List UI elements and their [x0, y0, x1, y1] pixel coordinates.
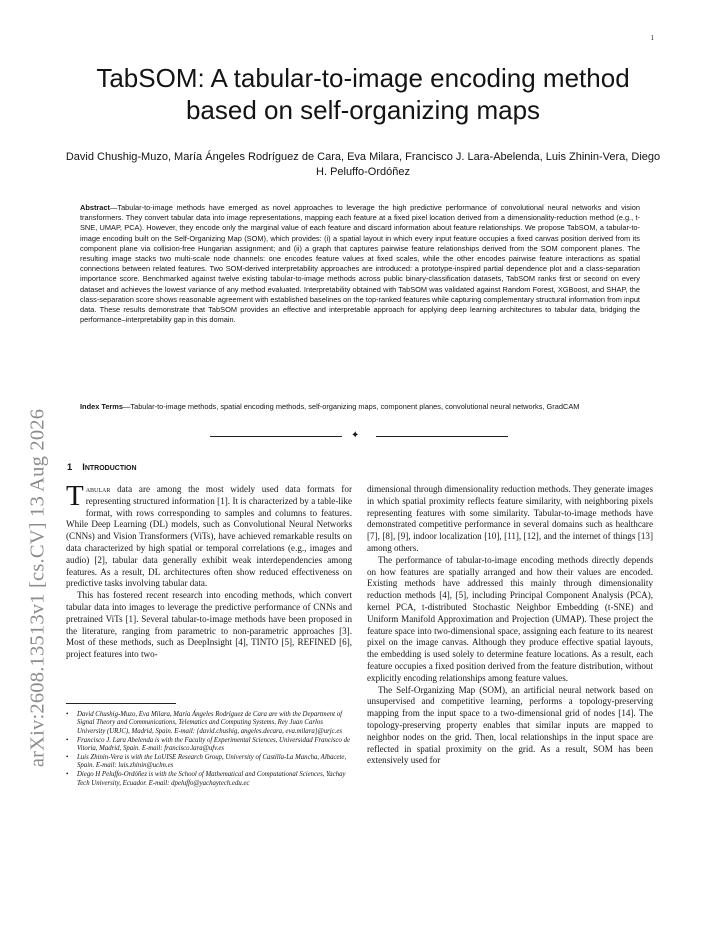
- footnote-item: • Luis Zhinin-Vera is with the LoUISE Research Group, University of Castilla-La Mancha, Albacete, Spain. E-mail: luis.zhinin@uclm.es: [66, 754, 352, 771]
- page-number: 1: [650, 34, 654, 42]
- index-terms-text: —Tabular-to-image methods, spatial encoding methods, self-organizing maps, component planes, convolutional neural networks, GradCAM: [123, 402, 580, 411]
- index-terms-label: Index Terms: [80, 402, 123, 411]
- intro-paragraph-1: [66, 480, 352, 590]
- section-heading: [67, 461, 137, 472]
- footnote-item: • David Chushig-Muzo, Eva Milara, María Ángeles Rodríguez de Cara are with the Department of Signal Theory and Communications, Telematics and Computing Systems, Rey Juan Carlos University (URJC), Madrid, Spain. E-mail: {david.chushig, angeles.decara, eva.milara}@urjc.es: [66, 711, 352, 736]
- footnote-rule: [66, 703, 176, 704]
- abstract: [80, 203, 640, 325]
- right-column: [367, 484, 653, 767]
- author-list: David Chushig-Muzo, María Ángeles Rodríguez de Cara, Eva Milara, Francisco J. Lara-Abelenda, Luis Zhinin-Vera, Diego H. Peluffo-Ordóñez: [65, 151, 661, 178]
- intro-paragraph-3: dimensional through dimensionality reduction methods. They generate images in which spatial proximity reflects feature similarity, with neighboring pixels representing features with some similarity. Tabular-to-image methods have demonstrated competitive performance in several domains such as healthcare [7], [8], [9], indoor localization [10], [11], [12], and the internet of things [13] among others.: [367, 484, 653, 553]
- footnote-item: • Francisco J. Lara Abelenda is with the Faculty of Experimental Sciences, Universidad Francisco de Vitoria, Madrid, Spain. E-mail: francisco.lara@ufv.es: [66, 737, 352, 754]
- footnote-item: • Diego H Peluffo-Ordóñez is with the School of Mathematical and Computational Sciences, Yachay Tech University, Ecuador. E-mail: dpeluffo@yachaytech.edu.ec: [66, 771, 352, 788]
- section-number: 1: [67, 461, 73, 472]
- footnotes: [66, 711, 352, 789]
- section-title: Introduction: [82, 461, 137, 472]
- intro-paragraph-2: This has fostered recent research into encoding methods, which convert tabular data into images to leverage the predictive performance of CNNs and pretrained ViTs [1]. Several tabular-to-image methods have been proposed in the literature, ranging from parametric to non-parametric approaches [3]. Most of these methods, such as DeepInsight [4], TINTO [5], REFINED [6], project features into two-: [66, 590, 352, 660]
- section-divider: [210, 430, 508, 441]
- abstract-label: Abstract: [80, 203, 110, 212]
- divider-star-icon: ✦: [351, 430, 360, 441]
- paper-title: TabSOM: A tabular-to-image encoding method based on self-organizing maps: [96, 63, 630, 125]
- divider-line-right: [376, 436, 508, 437]
- divider-line-left: [210, 436, 342, 437]
- drop-cap: T: [66, 480, 84, 512]
- index-terms: [80, 402, 640, 412]
- arxiv-identifier-stamp[interactable]: arXiv:2608.13513v1 [cs.CV] 13 Aug 2026: [26, 408, 49, 768]
- abstract-text: —Tabular-to-image methods have emerged as novel approaches to leverage the high predictive performance of convolutional neural networks and vision transformers. They convert tabular data into image representations, mapping each feature at a fixed pixel location derived from a dimensionality-reduction method (e.g., t-SNE, UMAP, PCA). However, they encode only the marginal value of each feature and discard information about feature relationships. We propose TabSOM, a tabular-to-image encoding built on the Self-Organizing Map (SOM), which provides: (i) a spatial layout in which every input feature occupies a fixed canvas position derived from its component plane via collision-free Hungarian assignment; and (ii) a graph that captures pairwise feature relationships derived from the SOM component planes. The resulting image stacks two multi-scale node channels: one encodes feature values at fixed scales, while the other encodes pairwise feature interactions as spatial connections between related features. Two SOM-derived interpretability approaches are introduced: a prototype-inspired partial dependence plot and a class-separation importance score. Benchmarked against twelve existing tabular-to-image methods across public binary-classification datasets, TabSOM ranks first or second on every dataset and achieves the lowest variance of any method evaluated. Interpretability obtained with TabSOM was validated against Random Forest, XGBoost, and SHAP, the class-separation score shows reasonable agreement with established baselines on the top-ranked features while capturing complementary structural information from input data. These results demonstrate that TabSOM provides an effective and interpretable approach for applying deep learning architectures to tabular data, bridging the performance–interpretability gap in this domain.: [80, 203, 640, 325]
- first-word: abular: [85, 484, 111, 494]
- paragraph-text: data are among the most widely used data formats for representing structured information [1]. It is characterized by a table-like format, with rows corresponding to samples and columns to features. While Deep Learning (DL) models, such as Convolutional Neural Networks (CNNs) and Vision Transformers (ViTs), have achieved remarkable results on data characterized by high spatial or temporal correlations (e.g., images and audio) [2], tabular data generally exhibit weak interdependencies among features. As a result, DL architectures often show reduced effectiveness on predictive tasks involving tabular data.: [66, 484, 352, 589]
- intro-paragraph-5: The Self-Organizing Map (SOM), an artificial neural network based on unsupervised and competitive learning, performs a topology-preserving mapping from the input space to a two-dimensional grid of nodes [14]. The topology-preserving property enables that similar inputs are mapped to neighbor nodes on the grid. Then, local relationships in the input space are reflected in spatial proximity on the grid. As a result, SOM has been extensively used for: [367, 684, 653, 766]
- left-column: [66, 480, 352, 661]
- intro-paragraph-4: The performance of tabular-to-image encoding methods directly depends on how features are spatially arranged and how their values are encoded. Existing methods have addressed this mainly through dimensionality reduction methods [4], [5], including Principal Component Analysis (PCA), kernel PCA, t-distributed Stochastic Neighbor Embedding (t-SNE) and Uniform Manifold Approximation and Projection (UMAP). These project the feature space into two-dimensional space, assigning each feature to its nearest pixel on the image canvas. Although they produce effective spatial layouts, the embedding is used solely to determine feature locations. As a result, each feature occupies a fixed position derived from the feature distribution, without explicitly encoding relationships among feature values.: [367, 554, 653, 683]
